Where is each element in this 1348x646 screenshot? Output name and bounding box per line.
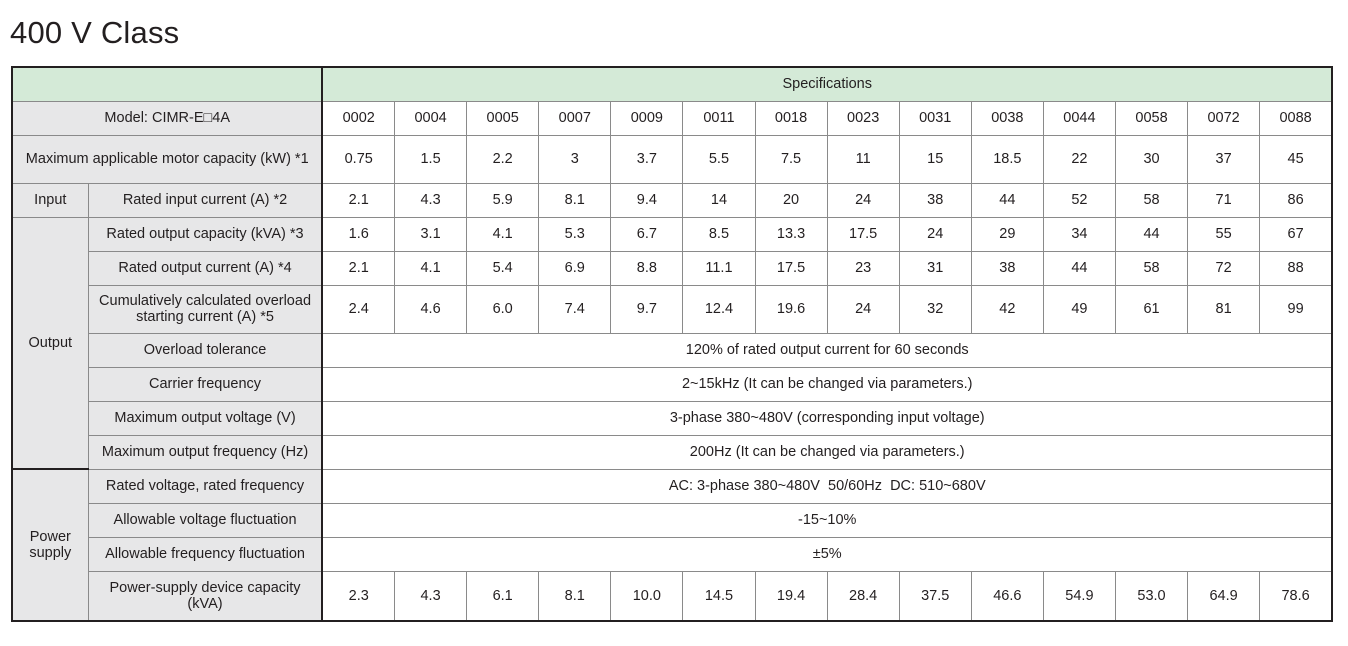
model-number-cell: 0058 <box>1115 101 1187 135</box>
overload-starting-current-cell: 24 <box>827 285 899 333</box>
rated-input-current-label: Rated input current (A) *2 <box>88 183 322 217</box>
voltage-fluctuation-value: -15~10% <box>322 503 1332 537</box>
header-corner-cell <box>12 67 322 101</box>
rated-output-capacity-cell: 24 <box>899 217 971 251</box>
rated-input-current-cell: 5.9 <box>467 183 539 217</box>
rated-output-capacity-cell: 29 <box>971 217 1043 251</box>
model-number-cell: 0031 <box>899 101 971 135</box>
motor-capacity-cell: 18.5 <box>971 135 1043 183</box>
model-number-cell: 0009 <box>611 101 683 135</box>
model-number-cell: 0005 <box>467 101 539 135</box>
max-output-voltage-label: Maximum output voltage (V) <box>88 401 322 435</box>
rated-output-capacity-cell: 44 <box>1115 217 1187 251</box>
rated-input-current-cell: 2.1 <box>322 183 394 217</box>
rated-output-current-cell: 4.1 <box>395 251 467 285</box>
rated-input-current-cell: 38 <box>899 183 971 217</box>
overload-starting-current-cell: 99 <box>1260 285 1332 333</box>
device-capacity-cell: 78.6 <box>1260 571 1332 621</box>
rated-input-current-cell: 9.4 <box>611 183 683 217</box>
device-capacity-cell: 19.4 <box>755 571 827 621</box>
model-number-cell: 0088 <box>1260 101 1332 135</box>
motor-capacity-cell: 7.5 <box>755 135 827 183</box>
max-output-frequency-label: Maximum output frequency (Hz) <box>88 435 322 469</box>
rated-input-current-cell: 58 <box>1115 183 1187 217</box>
spec-table <box>11 66 1333 622</box>
rated-output-current-cell: 58 <box>1115 251 1187 285</box>
motor-capacity-label: Maximum applicable motor capacity (kW) *1 <box>12 135 322 183</box>
rated-output-capacity-cell: 3.1 <box>395 217 467 251</box>
device-capacity-cell: 53.0 <box>1115 571 1187 621</box>
rated-voltage-frequency-value: AC: 3-phase 380~480V 50/60Hz DC: 510~680V <box>322 469 1332 503</box>
max-output-frequency-value: 200Hz (It can be changed via parameters.) <box>322 435 1332 469</box>
overload-starting-current-cell: 2.4 <box>322 285 394 333</box>
rated-output-capacity-cell: 6.7 <box>611 217 683 251</box>
device-capacity-cell: 28.4 <box>827 571 899 621</box>
motor-capacity-cell: 30 <box>1115 135 1187 183</box>
rated-input-current-cell: 24 <box>827 183 899 217</box>
frequency-fluctuation-row <box>12 537 1332 571</box>
rated-output-capacity-cell: 17.5 <box>827 217 899 251</box>
overload-starting-current-cell: 81 <box>1188 285 1260 333</box>
device-capacity-cell: 14.5 <box>683 571 755 621</box>
rated-voltage-frequency-label: Rated voltage, rated frequency <box>88 469 322 503</box>
carrier-frequency-label: Carrier frequency <box>88 367 322 401</box>
motor-capacity-cell: 1.5 <box>395 135 467 183</box>
rated-output-capacity-cell: 8.5 <box>683 217 755 251</box>
rated-output-capacity-cell: 67 <box>1260 217 1332 251</box>
overload-starting-current-cell: 49 <box>1043 285 1115 333</box>
rated-output-current-cell: 2.1 <box>322 251 394 285</box>
overload-tolerance-value: 120% of rated output current for 60 seconds <box>322 333 1332 367</box>
rated-output-capacity-cell: 13.3 <box>755 217 827 251</box>
max-output-voltage-value: 3-phase 380~480V (corresponding input voltage) <box>322 401 1332 435</box>
device-capacity-cell: 46.6 <box>971 571 1043 621</box>
overload-starting-current-cell: 42 <box>971 285 1043 333</box>
overload-starting-current-cell: 61 <box>1115 285 1187 333</box>
rated-input-current-cell: 4.3 <box>395 183 467 217</box>
max-output-voltage-row <box>12 401 1332 435</box>
model-number-cell: 0011 <box>683 101 755 135</box>
voltage-fluctuation-label: Allowable voltage fluctuation <box>88 503 322 537</box>
motor-capacity-cell: 45 <box>1260 135 1332 183</box>
device-capacity-row <box>12 571 1332 621</box>
rated-output-current-label: Rated output current (A) *4 <box>88 251 322 285</box>
rated-input-current-row <box>12 183 1332 217</box>
rated-output-current-cell: 23 <box>827 251 899 285</box>
rated-input-current-cell: 20 <box>755 183 827 217</box>
model-number-cell: 0004 <box>395 101 467 135</box>
device-capacity-cell: 6.1 <box>467 571 539 621</box>
rated-output-current-cell: 11.1 <box>683 251 755 285</box>
motor-capacity-cell: 15 <box>899 135 971 183</box>
motor-capacity-cell: 11 <box>827 135 899 183</box>
specifications-header-row <box>12 67 1332 101</box>
overload-starting-current-cell: 7.4 <box>539 285 611 333</box>
rated-input-current-cell: 86 <box>1260 183 1332 217</box>
device-capacity-label: Power-supply device capacity (kVA) <box>88 571 322 621</box>
overload-starting-current-cell: 19.6 <box>755 285 827 333</box>
device-capacity-cell: 4.3 <box>395 571 467 621</box>
overload-starting-current-cell: 12.4 <box>683 285 755 333</box>
carrier-frequency-row <box>12 367 1332 401</box>
motor-capacity-cell: 2.2 <box>467 135 539 183</box>
voltage-fluctuation-row <box>12 503 1332 537</box>
model-label: Model: CIMR-E□4A <box>12 101 322 135</box>
overload-starting-current-cell: 9.7 <box>611 285 683 333</box>
overload-tolerance-label: Overload tolerance <box>88 333 322 367</box>
model-number-cell: 0044 <box>1043 101 1115 135</box>
rated-input-current-cell: 8.1 <box>539 183 611 217</box>
input-group-label: Input <box>12 183 88 217</box>
rated-voltage-frequency-row <box>12 469 1332 503</box>
rated-output-current-cell: 38 <box>971 251 1043 285</box>
rated-output-capacity-cell: 34 <box>1043 217 1115 251</box>
overload-starting-current-row <box>12 285 1332 333</box>
model-number-cell: 0018 <box>755 101 827 135</box>
device-capacity-cell: 37.5 <box>899 571 971 621</box>
rated-output-capacity-cell: 1.6 <box>322 217 394 251</box>
specifications-header: Specifications <box>322 67 1332 101</box>
rated-output-current-row <box>12 251 1332 285</box>
rated-input-current-cell: 71 <box>1188 183 1260 217</box>
overload-starting-current-cell: 4.6 <box>395 285 467 333</box>
overload-starting-current-label: Cumulatively calculated overload starting current (A) *5 <box>88 285 322 333</box>
device-capacity-cell: 64.9 <box>1188 571 1260 621</box>
max-output-frequency-row <box>12 435 1332 469</box>
device-capacity-cell: 10.0 <box>611 571 683 621</box>
rated-input-current-cell: 52 <box>1043 183 1115 217</box>
rated-output-current-cell: 88 <box>1260 251 1332 285</box>
model-number-cell: 0007 <box>539 101 611 135</box>
frequency-fluctuation-value: ±5% <box>322 537 1332 571</box>
motor-capacity-cell: 22 <box>1043 135 1115 183</box>
rated-output-current-cell: 6.9 <box>539 251 611 285</box>
rated-output-current-cell: 44 <box>1043 251 1115 285</box>
power-supply-group-label: Power supply <box>12 469 88 621</box>
rated-output-current-cell: 31 <box>899 251 971 285</box>
overload-starting-current-cell: 6.0 <box>467 285 539 333</box>
rated-output-capacity-cell: 55 <box>1188 217 1260 251</box>
overload-tolerance-row <box>12 333 1332 367</box>
motor-capacity-cell: 37 <box>1188 135 1260 183</box>
rated-output-capacity-cell: 5.3 <box>539 217 611 251</box>
frequency-fluctuation-label: Allowable frequency fluctuation <box>88 537 322 571</box>
rated-input-current-cell: 44 <box>971 183 1043 217</box>
device-capacity-cell: 2.3 <box>322 571 394 621</box>
device-capacity-cell: 54.9 <box>1043 571 1115 621</box>
rated-output-current-cell: 5.4 <box>467 251 539 285</box>
rated-output-current-cell: 72 <box>1188 251 1260 285</box>
model-number-cell: 0002 <box>322 101 394 135</box>
model-number-cell: 0038 <box>971 101 1043 135</box>
device-capacity-cell: 8.1 <box>539 571 611 621</box>
motor-capacity-row <box>12 135 1332 183</box>
motor-capacity-cell: 3 <box>539 135 611 183</box>
rated-output-current-cell: 8.8 <box>611 251 683 285</box>
rated-output-capacity-row <box>12 217 1332 251</box>
overload-starting-current-cell: 32 <box>899 285 971 333</box>
rated-input-current-cell: 14 <box>683 183 755 217</box>
output-group-label: Output <box>12 217 88 469</box>
model-number-cell: 0023 <box>827 101 899 135</box>
rated-output-capacity-label: Rated output capacity (kVA) *3 <box>88 217 322 251</box>
page-title: 400 V Class <box>10 15 180 50</box>
rated-output-capacity-cell: 4.1 <box>467 217 539 251</box>
model-number-cell: 0072 <box>1188 101 1260 135</box>
motor-capacity-cell: 5.5 <box>683 135 755 183</box>
motor-capacity-cell: 0.75 <box>322 135 394 183</box>
rated-output-current-cell: 17.5 <box>755 251 827 285</box>
motor-capacity-cell: 3.7 <box>611 135 683 183</box>
model-row <box>12 101 1332 135</box>
carrier-frequency-value: 2~15kHz (It can be changed via parameters.) <box>322 367 1332 401</box>
